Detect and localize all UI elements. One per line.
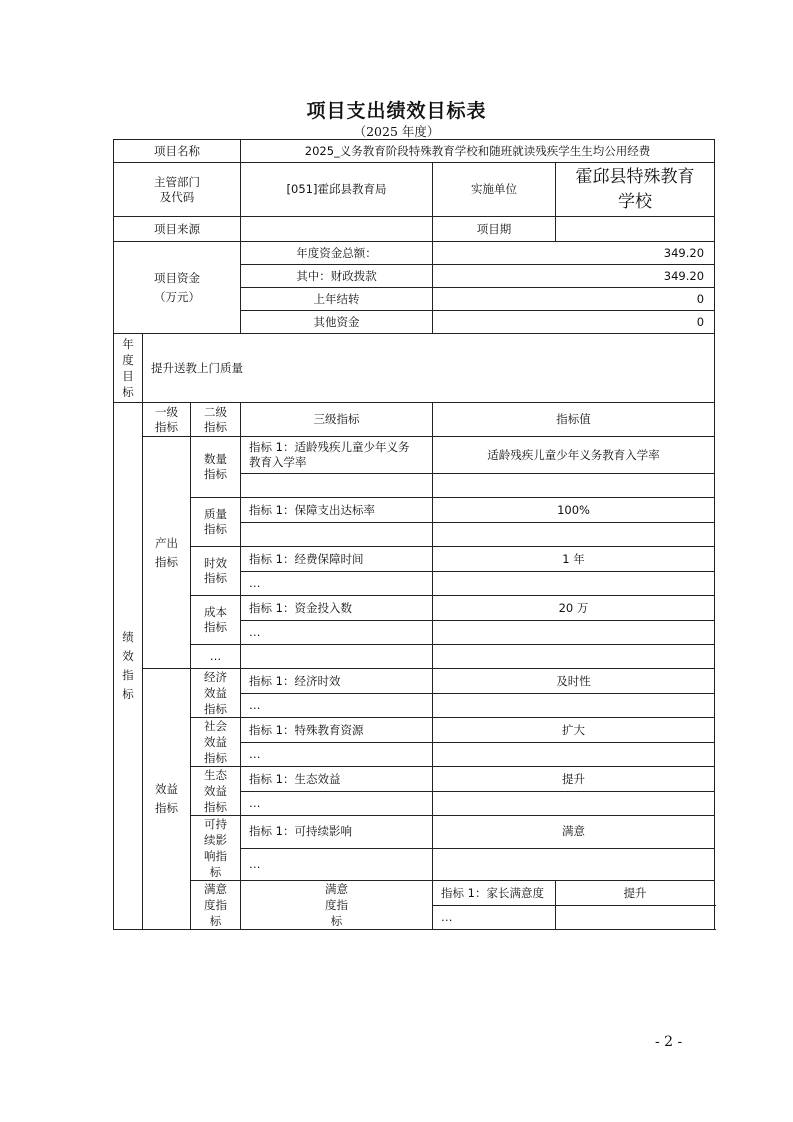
row-ecological — [114, 767, 715, 792]
indicator-text: 指标 1：保障支出达标率 — [241, 498, 433, 523]
row-economic — [114, 669, 715, 694]
indicator-value: 扩大 — [433, 718, 715, 743]
row-indicator-header — [114, 403, 715, 437]
period-label: 项目期 — [433, 217, 556, 242]
row-timeliness — [114, 547, 715, 572]
unit-value: 霍邱县特殊教育 学校 — [556, 163, 715, 217]
satisfaction-group-label: 满意 度指 标 — [241, 881, 433, 930]
project-name-value: 2025_义务教育阶段特殊教育学校和随班就读残疾学生生均公用经费 — [241, 140, 715, 163]
fund-value: 349.20 — [433, 265, 715, 288]
ellipsis: … — [241, 792, 433, 816]
source-label: 项目来源 — [114, 217, 241, 242]
row-cost — [114, 596, 715, 621]
indicator-text: 指标 1：生态效益 — [241, 767, 433, 792]
ellipsis: … — [241, 743, 433, 767]
row-annual-goal — [114, 334, 715, 403]
indicator-text: 指标 1：资金投入数 — [241, 596, 433, 621]
ellipsis: … — [241, 621, 433, 645]
project-name-label: 项目名称 — [114, 140, 241, 163]
indicator-text: 指标 1：特殊教育资源 — [241, 718, 433, 743]
indicator-value: 及时性 — [433, 669, 715, 694]
cost-group-label: 成本 指标 — [191, 596, 241, 645]
page-title: 项目支出绩效目标表 — [306, 100, 487, 122]
indicator-value: 20 万 — [433, 596, 715, 621]
row-output-more — [114, 645, 715, 669]
header-value: 指标值 — [433, 403, 715, 437]
unit-label: 实施单位 — [433, 163, 556, 217]
benefit-label: 效益 指标 — [143, 669, 191, 930]
header-level1: 一级 指标 — [143, 403, 191, 437]
ellipsis: … — [241, 694, 433, 718]
dept-label: 主管部门 及代码 — [114, 163, 241, 217]
period-value — [556, 217, 715, 242]
social-group-label: 社会 效益 指标 — [191, 718, 241, 767]
performance-table — [113, 139, 715, 930]
output-label: 产出 指标 — [143, 437, 191, 669]
ellipsis: … — [241, 848, 433, 881]
fund-value: 0 — [433, 311, 715, 334]
ellipsis: … — [241, 572, 433, 596]
satisfaction-label: 满意 度指 标 — [191, 881, 241, 930]
row-source — [114, 217, 715, 242]
header-level2: 二级 指标 — [191, 403, 241, 437]
goal-label: 年 度 目 标 — [114, 334, 143, 403]
economic-group-label: 经济 效益 指标 — [191, 669, 241, 718]
page-subtitle: （2025 年度） — [353, 124, 440, 139]
indicator-value: 提升 — [556, 881, 715, 906]
ecological-group-label: 生态 效益 指标 — [191, 767, 241, 816]
indicator-text: 指标 1：适龄残疾儿童少年义务 教育入学率 — [241, 437, 433, 474]
timeliness-group-label: 时效 指标 — [191, 547, 241, 596]
fund-label: 上年结转 — [241, 288, 433, 311]
indicator-text: 指标 1：可持续影响 — [241, 816, 433, 849]
fund-label: 其中：财政拨款 — [241, 265, 433, 288]
ellipsis: … — [433, 906, 556, 930]
row-department — [114, 163, 715, 217]
indicator-value: 满意 — [433, 816, 715, 849]
row-fund-total — [114, 242, 715, 265]
indicator-text: 指标 1：家长满意度 — [433, 881, 556, 906]
page-number: - 2 - — [655, 1034, 683, 1050]
row-quality — [114, 498, 715, 523]
indicator-value: 1 年 — [433, 547, 715, 572]
indicator-value: 提升 — [433, 767, 715, 792]
indicator-text: 指标 1：经费保障时间 — [241, 547, 433, 572]
perf-label: 绩 效 指 标 — [114, 403, 143, 930]
fund-label: 年度资金总额： — [241, 242, 433, 265]
indicator-value: 100% — [433, 498, 715, 523]
row-project-name — [114, 140, 715, 163]
row-satisfaction — [114, 881, 715, 906]
fund-value: 349.20 — [433, 242, 715, 265]
quantity-group-label: 数量 指标 — [191, 437, 241, 498]
fund-value: 0 — [433, 288, 715, 311]
row-sustainable — [114, 816, 715, 849]
quality-group-label: 质量 指标 — [191, 498, 241, 547]
fund-label: 其他资金 — [241, 311, 433, 334]
header-level3: 三级指标 — [241, 403, 433, 437]
sustainable-group-label: 可持 续影 响指 标 — [191, 816, 241, 881]
goal-text: 提升送教上门质量 — [143, 334, 715, 403]
funds-label: 项目资金 （万元） — [114, 242, 241, 334]
indicator-text: 指标 1：经济时效 — [241, 669, 433, 694]
ellipsis: … — [191, 645, 241, 669]
row-social — [114, 718, 715, 743]
dept-value: [051]霍邱县教育局 — [241, 163, 433, 217]
row-quantity — [114, 437, 715, 474]
indicator-value: 适龄残疾儿童少年义务教育入学率 — [433, 437, 715, 474]
source-value — [241, 217, 433, 242]
